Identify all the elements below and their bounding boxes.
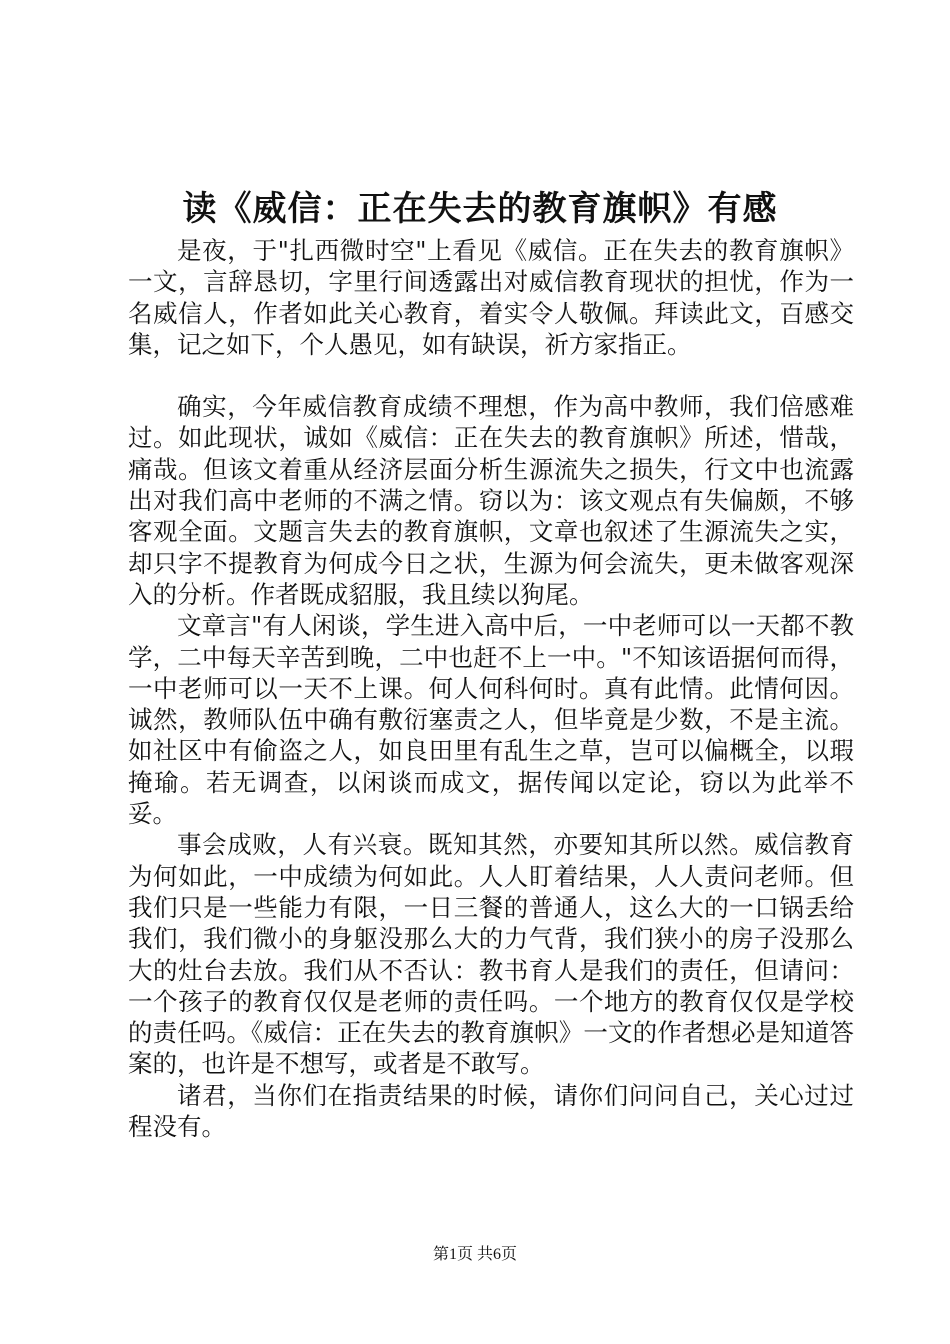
paragraph-1: 是夜，于"扎西微时空"上看见《威信。正在失去的教育旗帜》一文，言辞恳切，字里行间透露出对威信教育现状的担忧，作为一名威信人，作者如此关心教育，着实令人敬佩。拜读此文，百感交集，记之如下，个人愚见，如有缺误，祈方家指正。 — [128, 236, 854, 359]
paragraph-3: 文章言"有人闲谈，学生进入高中后，一中老师可以一天都不教学，二中每天辛苦到晚，二中也赶不上一中。"不知该语据何而得，一中老师可以一天不上课。何人何科何时。真有此情。此情何因。诚然，教师队伍中确有敷衍塞责之人，但毕竟是少数，不是主流。如社区中有偷盗之人，如良田里有乱生之草，岂可以偏概全，以瑕掩瑜。若无调查，以闲谈而成文，据传闻以定论，窃以为此举不妥。 — [128, 611, 854, 829]
paragraph-2: 确实，今年威信教育成绩不理想，作为高中教师，我们倍感难过。如此现状，诚如《威信：正在失去的教育旗帜》所述，惜哉，痛哉。但该文着重从经济层面分析生源流失之损失，行文中也流露出对我们高中老师的不满之情。窃以为：该文观点有失偏颇，不够客观全面。文题言失去的教育旗帜，文章也叙述了生源流失之实，却只字不提教育为何成今日之状，生源为何会流失，更未做客观深入的分析。作者既成貂服，我且续以狗尾。 — [128, 392, 854, 609]
article-body — [128, 235, 854, 1142]
paragraph-5: 诸君，当你们在指责结果的时候，请你们问问自己，关心过过程没有。 — [128, 1080, 854, 1142]
page-title: 读《威信：正在失去的教育旗帜》有感 — [182, 189, 778, 229]
paragraph-4: 事会成败，人有兴衰。既知其然，亦要知其所以然。威信教育为何如此，一中成绩为何如此。人人盯着结果，人人责问老师。但我们只是一些能力有限，一日三餐的普通人，这么大的一口锅丢给我们，我们微小的身躯没那么大的力气背，我们狭小的房子没那么大的灶台去放。我们从不否认：教书育人是我们的责任，但请问：一个孩子的教育仅仅是老师的责任吗。一个地方的教育仅仅是学校的责任吗。《威信：正在失去的教育旗帜》一文的作者想必是知道答案的，也许是不想写，或者是不敢写。 — [128, 830, 854, 1079]
paragraph-spacer — [128, 360, 854, 391]
page-footer: 第1页 共6页 — [432, 1246, 517, 1263]
